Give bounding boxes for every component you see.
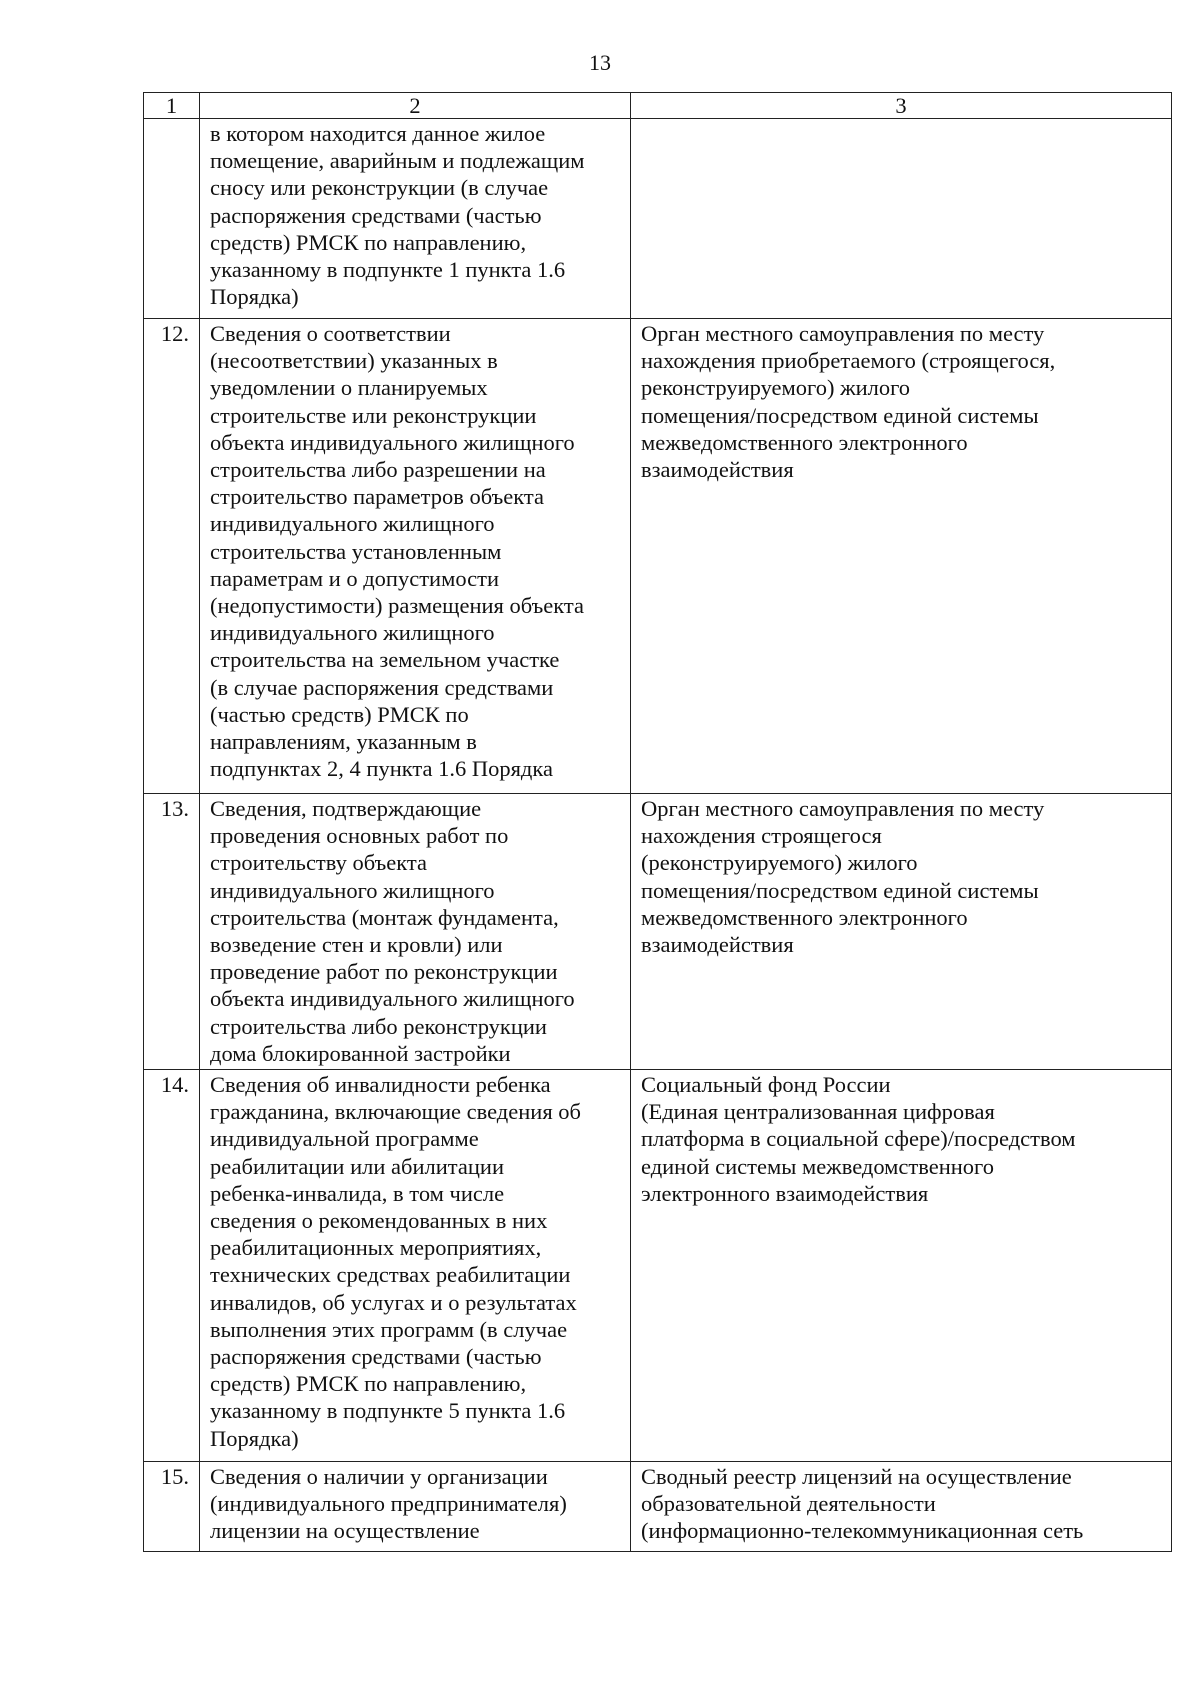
column-header-3: 3 bbox=[631, 93, 1172, 119]
source-cell: Орган местного самоуправления по месту нахождения строящегося (реконструируемого) жилого помещения/посредством единой системы межведомственного электронного взаимодействия bbox=[631, 794, 1172, 1070]
info-cell: Сведения о соответствии (несоответствии) указанных в уведомлении о планируемых строительстве или реконструкции объекта индивидуального жилищного строительства либо разрешении на строительство параметров объекта индивидуального жилищного строительства установленным параметрам и о допустимости (недопустимости) размещения объекта индивидуального жилищного строительства на земельном участке (в случае распоряжения средствами (частью средств) РМСК по направлениям, указанным в подпунктах 2, 4 пункта 1.6 Порядка bbox=[200, 319, 631, 794]
info-cell: Сведения, подтверждающие проведения основных работ по строительству объекта индивидуального жилищного строительства (монтаж фундамента, возведение стен и кровли) или проведение работ по реконструкции объекта индивидуального жилищного строительства либо реконструкции дома блокированной застройки bbox=[200, 794, 631, 1070]
info-cell: Сведения об инвалидности ребенка гражданина, включающие сведения об индивидуальной программе реабилитации или абилитации ребенка-инвалида, в том числе сведения о рекомендованных в них реабилитационных мероприятиях, технических средствах реабилитации инвалидов, об услугах и о результатах выполнения этих программ (в случае распоряжения средствами (частью средств) РМСК по направлению, указанному в подпункте 5 пункта 1.6 Порядка) bbox=[200, 1070, 631, 1462]
table-row bbox=[144, 794, 1172, 1070]
source-cell: Сводный реестр лицензий на осуществление образовательной деятельности (информационно-телекоммуникационная сеть bbox=[631, 1462, 1172, 1552]
source-cell: Социальный фонд России (Единая централизованная цифровая платформа в социальной сфере)/посредством единой системы межведомственного электронного взаимодействия bbox=[631, 1070, 1172, 1462]
column-header-2: 2 bbox=[200, 93, 631, 119]
document-table bbox=[143, 92, 1172, 1552]
row-number bbox=[144, 119, 200, 319]
row-number: 15. bbox=[144, 1462, 200, 1552]
table-row bbox=[144, 1462, 1172, 1552]
page-number: 13 bbox=[589, 50, 611, 75]
table-header-row bbox=[144, 93, 1172, 119]
row-number: 12. bbox=[144, 319, 200, 794]
source-cell: Орган местного самоуправления по месту нахождения приобретаемого (строящегося, реконструируемого) жилого помещения/посредством единой системы межведомственного электронного взаимодействия bbox=[631, 319, 1172, 794]
table-row bbox=[144, 119, 1172, 319]
source-cell bbox=[631, 119, 1172, 319]
row-number: 14. bbox=[144, 1070, 200, 1462]
table-row bbox=[144, 1070, 1172, 1462]
info-cell: Сведения о наличии у организации (индивидуального предпринимателя) лицензии на осуществление bbox=[200, 1462, 631, 1552]
table-row bbox=[144, 319, 1172, 794]
info-cell: в котором находится данное жилое помещение, аварийным и подлежащим сносу или реконструкции (в случае распоряжения средствами (частью средств) РМСК по направлению, указанному в подпункте 1 пункта 1.6 Порядка) bbox=[200, 119, 631, 319]
column-header-1: 1 bbox=[144, 93, 200, 119]
row-number: 13. bbox=[144, 794, 200, 1070]
